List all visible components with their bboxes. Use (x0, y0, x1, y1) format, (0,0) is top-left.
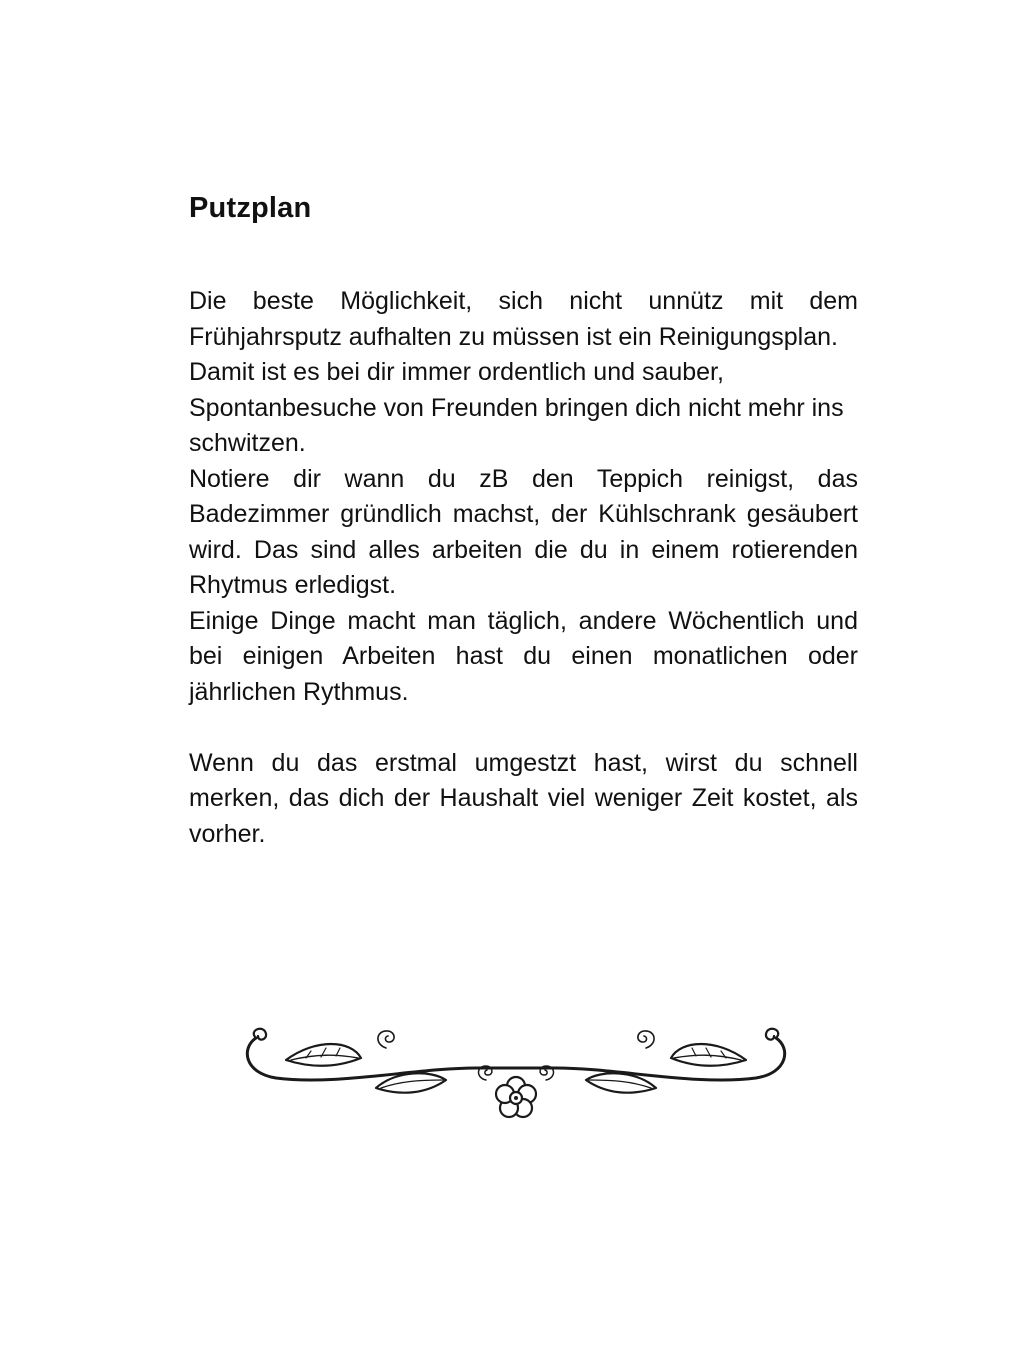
paragraph-rhythm: Einige Dinge macht man täglich, andere Wöchentlich und bei einigen Arbeiten hast du einen monatlichen oder jährlichen Rythmus. (189, 606, 858, 706)
paragraph-visits: Spontanbesuche von Freunden bringen dich nicht mehr ins schwitzen. (189, 393, 844, 457)
paragraph-conclusion: Wenn du das erstmal umgestzt hast, wirst du schnell merken, das dich der Haushalt viel weniger Zeit kostet, als vorher. (189, 748, 858, 848)
paragraph-spacer (189, 710, 858, 746)
paragraph-notes: Notiere dir wann du zB den Teppich reinigst, das Badezimmer gründlich machst, der Kühlschrank gesäubert wird. Das sind alles arbeiten die du in einem rotierenden Rhytmus erledigst. (189, 464, 858, 599)
document-body (189, 284, 858, 852)
page-title: Putzplan (189, 192, 312, 224)
paragraph-intro: Die beste Möglichkeit, sich nicht unnütz mit dem Frühjahrsputz aufhalten zu müssen ist ein Reinigungsplan. (189, 287, 858, 351)
floral-divider-icon (236, 1018, 796, 1128)
paragraph-order: Damit ist es bei dir immer ordentlich und sauber, (189, 358, 724, 386)
